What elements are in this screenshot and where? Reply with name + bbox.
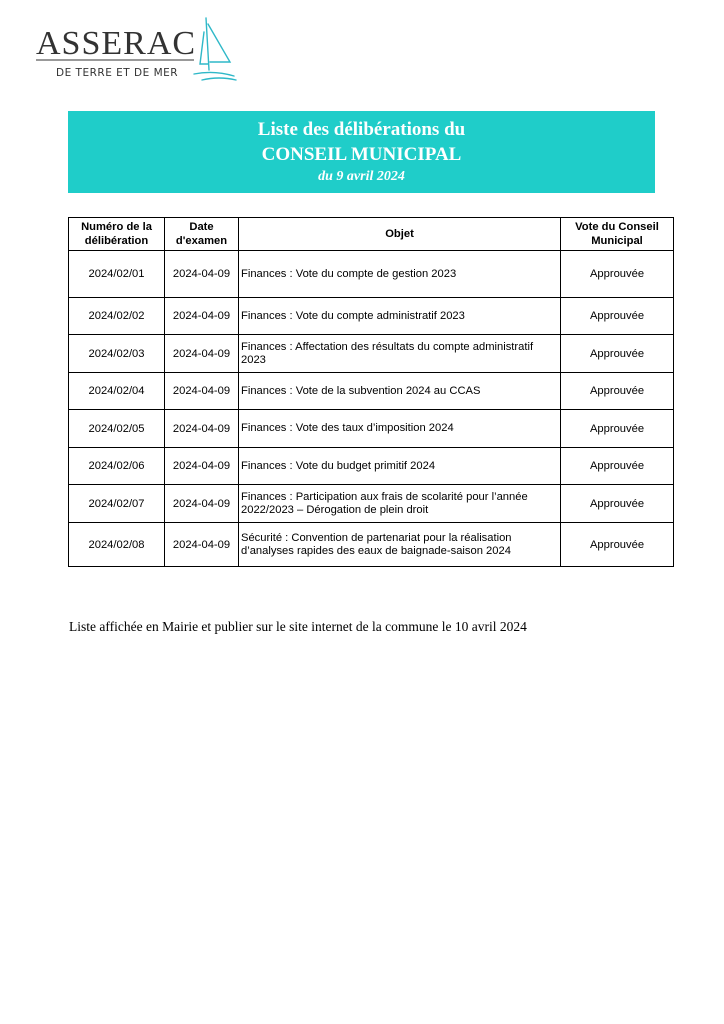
table-row xyxy=(69,335,674,373)
banner-title-line2: CONSEIL MUNICIPAL xyxy=(261,144,462,165)
cell-vote: Approuvée xyxy=(561,523,674,567)
deliberations-table xyxy=(68,217,674,567)
asserac-logo xyxy=(34,14,244,88)
cell-vote: Approuvée xyxy=(561,373,674,410)
cell-date: 2024-04-09 xyxy=(165,410,239,448)
sailboat-icon xyxy=(194,18,236,80)
cell-vote: Approuvée xyxy=(561,298,674,335)
table-row xyxy=(69,251,674,298)
cell-num: 2024/02/05 xyxy=(69,410,165,448)
banner-date: du 9 avril 2024 xyxy=(318,169,405,184)
table-row xyxy=(69,373,674,410)
cell-obj: Finances : Vote de la subvention 2024 au CCAS xyxy=(239,373,561,410)
cell-obj: Finances : Vote du budget primitif 2024 xyxy=(239,448,561,485)
table-header-row xyxy=(69,218,674,251)
cell-vote: Approuvée xyxy=(561,485,674,523)
cell-num: 2024/02/02 xyxy=(69,298,165,335)
cell-obj: Finances : Vote du compte administratif 2023 xyxy=(239,298,561,335)
cell-num: 2024/02/04 xyxy=(69,373,165,410)
posting-notice: Liste affichée en Mairie et publier sur le site internet de la commune le 10 avril 2024 xyxy=(69,619,527,634)
cell-date: 2024-04-09 xyxy=(165,448,239,485)
cell-vote: Approuvée xyxy=(561,410,674,448)
table-row xyxy=(69,410,674,448)
table-row xyxy=(69,523,674,567)
cell-date: 2024-04-09 xyxy=(165,298,239,335)
cell-num: 2024/02/03 xyxy=(69,335,165,373)
table-row xyxy=(69,448,674,485)
logo-text: ASSERAC xyxy=(36,25,197,62)
header-vote: Vote du Conseil Municipal xyxy=(561,218,674,251)
banner-title-line1: Liste des délibérations du xyxy=(257,119,466,140)
table-row xyxy=(69,485,674,523)
cell-obj: Sécurité : Convention de partenariat pour la réalisation d’analyses rapides des eaux de baignade-saison 2024 xyxy=(239,523,561,567)
cell-num: 2024/02/08 xyxy=(69,523,165,567)
header-obj: Objet xyxy=(239,218,561,251)
cell-vote: Approuvée xyxy=(561,335,674,373)
cell-date: 2024-04-09 xyxy=(165,251,239,298)
cell-vote: Approuvée xyxy=(561,448,674,485)
title-banner xyxy=(68,111,655,193)
logo-tagline: DE TERRE ET DE MER xyxy=(56,67,179,79)
cell-vote: Approuvée xyxy=(561,251,674,298)
header-num: Numéro de la délibération xyxy=(69,218,165,251)
cell-obj: Finances : Vote du compte de gestion 2023 xyxy=(239,251,561,298)
cell-num: 2024/02/06 xyxy=(69,448,165,485)
cell-num: 2024/02/07 xyxy=(69,485,165,523)
cell-date: 2024-04-09 xyxy=(165,485,239,523)
cell-date: 2024-04-09 xyxy=(165,523,239,567)
cell-num: 2024/02/01 xyxy=(69,251,165,298)
cell-date: 2024-04-09 xyxy=(165,335,239,373)
table-row xyxy=(69,298,674,335)
header-date: Date d'examen xyxy=(165,218,239,251)
cell-obj: Finances : Affectation des résultats du compte administratif 2023 xyxy=(239,335,561,373)
cell-date: 2024-04-09 xyxy=(165,373,239,410)
cell-obj: Finances : Vote des taux d’imposition 2024 xyxy=(239,410,561,448)
cell-obj: Finances : Participation aux frais de scolarité pour l’année 2022/2023 – Dérogation de plein droit xyxy=(239,485,561,523)
